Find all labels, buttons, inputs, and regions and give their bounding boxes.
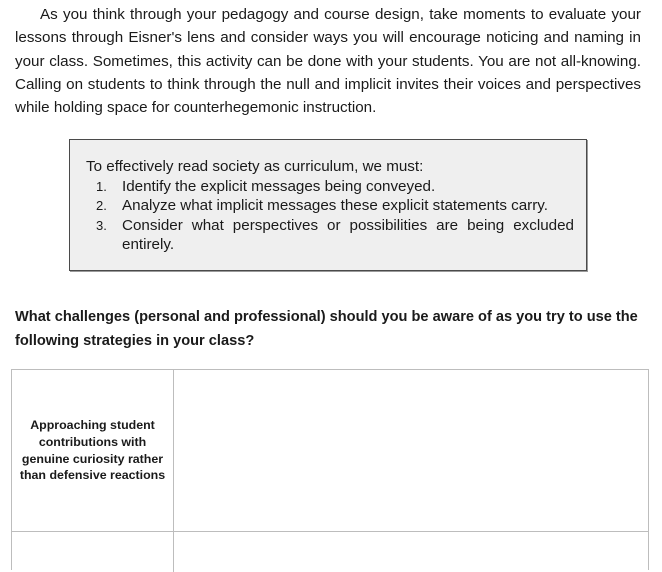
reflection-question: What challenges (personal and professional) should you be aware of as you try to use the following strategies in your class?	[15, 309, 638, 349]
intro-paragraph: As you think through your pedagogy and course design, take moments to evaluate your lessons through Eisner's lens and consider ways you will encourage noticing and naming in your class. Sometimes, this activity can be done with your students. You are not all-knowing. Calling on students to think through the null and implicit invites their voices and perspectives while holding space for counterhegemonic instruction.	[15, 6, 641, 117]
strategy-number: 2.	[96, 198, 107, 214]
strategy-item	[86, 177, 574, 197]
callout-lead: To effectively read society as curriculum, we must:	[86, 158, 424, 175]
strategy-text: Identify the explicit messages being conveyed.	[122, 177, 436, 195]
strategy-text: Consider what perspectives or possibilities are being excluded entirely.	[122, 216, 574, 254]
strategy-item	[86, 216, 574, 255]
answer-cell[interactable]	[174, 370, 648, 531]
strategy-text: Analyze what implicit messages these explicit statements carry.	[122, 197, 548, 215]
table-row	[12, 532, 648, 572]
strategies-callout-box	[69, 139, 587, 271]
table-row	[12, 370, 648, 532]
strategy-number: 1.	[96, 178, 107, 194]
answer-cell[interactable]	[174, 532, 648, 572]
reflection-table	[11, 369, 649, 570]
strategy-item	[86, 196, 574, 216]
strategy-label: Approaching student contributions with genuine curiosity rather than defensive reactions	[19, 418, 166, 483]
strategy-list	[86, 177, 574, 255]
strategy-number: 3.	[96, 217, 107, 233]
strategy-label-cell	[12, 370, 174, 531]
strategy-label-cell	[12, 532, 174, 572]
